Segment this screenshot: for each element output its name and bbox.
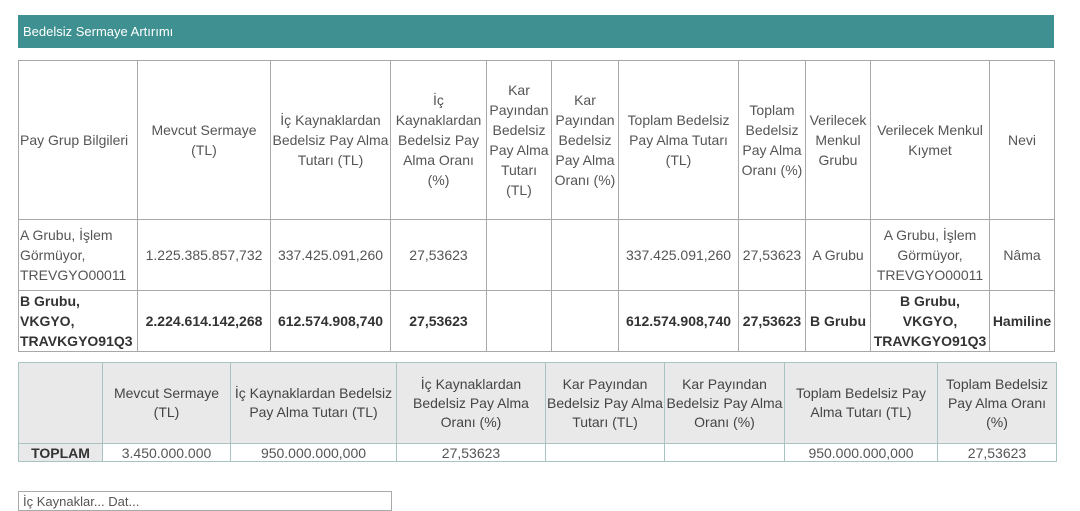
- cell-ic-kaynak-oran: 27,53623: [391, 220, 487, 291]
- header-ic-kaynak-oran: İç Kaynaklardan Bedelsiz Pay Alma Oranı (%): [397, 363, 546, 444]
- cell-ic-kaynak-tutar: 612.574.908,740: [271, 291, 391, 352]
- section-title-bar: [18, 15, 1054, 48]
- cell-nevi: Nâma: [990, 220, 1055, 291]
- cell-ic-kaynak-tutar: 337.425.091,260: [271, 220, 391, 291]
- table-row: [19, 220, 1055, 291]
- capital-increase-total-table: [18, 362, 1057, 462]
- header-toplam-tutar: Toplam Bedelsiz Pay Alma Tutarı (TL): [619, 61, 739, 220]
- capital-increase-detail-table: [18, 60, 1055, 352]
- cell-pay-grup: A Grubu, İşlem Görmüyor, TREVGYO00011: [19, 220, 138, 291]
- cell-menkul-kiymet: B Grubu, VKGYO, TRAVKGYO91Q3: [871, 291, 990, 352]
- cell-kar-payi-tutar: [487, 291, 552, 352]
- total-mevcut-sermaye: 3.450.000.000: [103, 444, 231, 462]
- total-kar-payi-oran: [665, 444, 785, 462]
- cell-kar-payi-oran: [552, 220, 619, 291]
- cell-pay-grup: B Grubu, VKGYO, TRAVKGYO91Q3: [19, 291, 138, 352]
- cell-kar-payi-tutar: [487, 220, 552, 291]
- cell-nevi: Hamiline: [990, 291, 1055, 352]
- header-mevcut-sermaye: Mevcut Sermaye (TL): [138, 61, 271, 220]
- header-ic-kaynak-tutar: İç Kaynaklardan Bedelsiz Pay Alma Tutarı (TL): [271, 61, 391, 220]
- cell-ic-kaynak-oran: 27,53623: [391, 291, 487, 352]
- cell-toplam-oran: 27,53623: [739, 220, 806, 291]
- cell-kar-payi-oran: [552, 291, 619, 352]
- header-kar-payi-tutar: Kar Payından Bedelsiz Pay Alma Tutarı (TL): [546, 363, 665, 444]
- cell-mevcut-sermaye: 1.225.385.857,732: [138, 220, 271, 291]
- header-menkul-grubu: Verilecek Menkul Grubu: [806, 61, 871, 220]
- total-ic-kaynak-oran: 27,53623: [397, 444, 546, 462]
- cell-menkul-grubu: B Grubu: [806, 291, 871, 352]
- header-menkul-kiymet: Verilecek Menkul Kıymet: [871, 61, 990, 220]
- cell-menkul-kiymet: A Grubu, İşlem Görmüyor, TREVGYO00011: [871, 220, 990, 291]
- total-toplam-tutar: 950.000.000,000: [785, 444, 938, 462]
- cell-toplam-tutar: 612.574.908,740: [619, 291, 739, 352]
- total-toplam-oran: 27,53623: [938, 444, 1057, 462]
- header-pay-grup: Pay Grup Bilgileri: [19, 61, 138, 220]
- header-kar-payi-tutar: Kar Payından Bedelsiz Pay Alma Tutarı (TL): [487, 61, 552, 220]
- clipped-info-text: İç Kaynaklar... Dat...: [23, 494, 140, 509]
- header-empty: [19, 363, 103, 444]
- total-header-row: [19, 363, 1057, 444]
- cell-mevcut-sermaye: 2.224.614.142,268: [138, 291, 271, 352]
- header-toplam-tutar: Toplam Bedelsiz Pay Alma Tutarı (TL): [785, 363, 938, 444]
- header-kar-payi-oran: Kar Payından Bedelsiz Pay Alma Oranı (%): [552, 61, 619, 220]
- total-kar-payi-tutar: [546, 444, 665, 462]
- cell-menkul-grubu: A Grubu: [806, 220, 871, 291]
- total-label: TOPLAM: [19, 444, 103, 462]
- header-toplam-oran: Toplam Bedelsiz Pay Alma Oranı (%): [938, 363, 1057, 444]
- total-row: [19, 444, 1057, 462]
- header-ic-kaynak-oran: İç Kaynaklardan Bedelsiz Pay Alma Oranı (%): [391, 61, 487, 220]
- header-nevi: Nevi: [990, 61, 1055, 220]
- total-ic-kaynak-tutar: 950.000.000,000: [231, 444, 397, 462]
- cell-toplam-tutar: 337.425.091,260: [619, 220, 739, 291]
- table-row: [19, 291, 1055, 352]
- header-toplam-oran: Toplam Bedelsiz Pay Alma Oranı (%): [739, 61, 806, 220]
- detail-header-row: [19, 61, 1055, 220]
- header-mevcut-sermaye: Mevcut Sermaye (TL): [103, 363, 231, 444]
- header-kar-payi-oran: Kar Payından Bedelsiz Pay Alma Oranı (%): [665, 363, 785, 444]
- section-title: Bedelsiz Sermaye Artırımı: [23, 24, 174, 39]
- cell-toplam-oran: 27,53623: [739, 291, 806, 352]
- clipped-info-box: [18, 491, 392, 511]
- header-ic-kaynak-tutar: İç Kaynaklardan Bedelsiz Pay Alma Tutarı (TL): [231, 363, 397, 444]
